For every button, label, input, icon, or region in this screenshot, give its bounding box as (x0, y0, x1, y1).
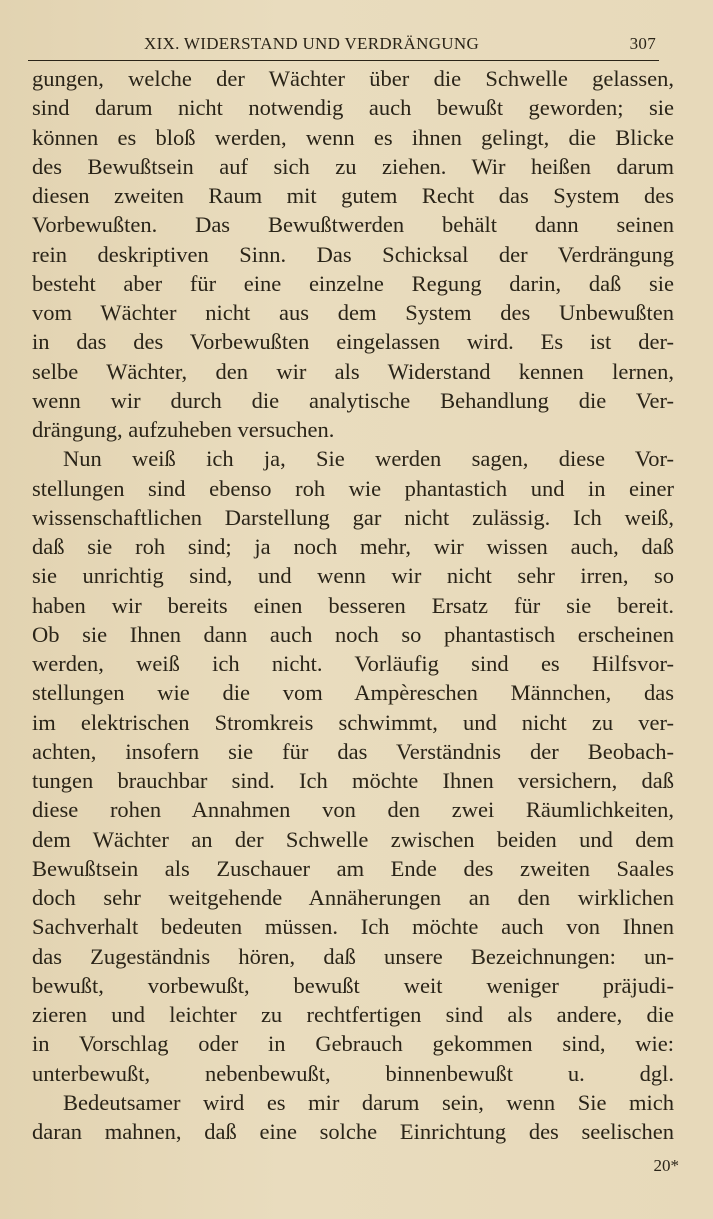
text-line: dem Wächter an der Schwelle zwischen beiden und dem (32, 826, 674, 852)
text-line: rein deskriptiven Sinn. Das Schicksal der Verdrängung (32, 241, 674, 267)
text-line: Bewußtsein als Zuschauer am Ende des zweiten Saales (32, 855, 674, 881)
text-line: daran mahnen, daß eine solche Einrichtung des seelischen (32, 1119, 674, 1144)
text-line: besteht aber für eine einzelne Regung darin, daß sie (32, 270, 674, 296)
signature-mark: 20* (653, 1156, 679, 1175)
text-line: werden, weiß ich nicht. Vorläufig sind es Hilfsvor- (32, 651, 674, 676)
text-line: gungen, welche der Wächter über die Schwelle gelassen, (32, 66, 674, 91)
text-line: stellungen sind ebenso roh wie phantastich und in einer (32, 475, 674, 501)
text-line: wenn wir durch die analytische Behandlung die Ver- (32, 387, 674, 413)
text-line: zieren und leichter zu rechtfertigen sind als andere, die (32, 1002, 674, 1027)
text-line: stellungen wie die vom Ampèreschen Männchen, das (32, 680, 674, 706)
text-line: im elektrischen Stromkreis schwimmt, und nicht zu ver- (32, 709, 674, 735)
text-line: das Zugeständnis hören, daß unsere Bezeichnungen: un- (32, 943, 674, 969)
paragraph-start-line: Bedeutsamer wird es mir darum sein, wenn Sie mich (63, 1089, 674, 1115)
text-line: in Vorschlag oder in Gebrauch gekommen sind, wie: (32, 1031, 674, 1057)
text-line: tungen brauchbar sind. Ich möchte Ihnen versichern, daß (32, 768, 674, 793)
text-line: drängung, aufzuheben versuchen. (32, 417, 335, 442)
text-line: selbe Wächter, den wir als Widerstand kennen lernen, (32, 358, 674, 384)
text-line: achten, insofern sie für das Verständnis der Beobach- (32, 738, 674, 764)
text-line: sie unrichtig sind, und wenn wir nicht sehr irren, so (32, 563, 674, 589)
text-line: diesen zweiten Raum mit gutem Recht das System des (32, 183, 674, 208)
text-line: sind darum nicht notwendig auch bewußt geworden; sie (32, 95, 674, 121)
text-line: können es bloß werden, wenn es ihnen gelingt, die Blicke (32, 124, 674, 150)
text-line: in das des Vorbewußten eingelassen wird. Es ist der- (32, 329, 674, 355)
running-header (28, 34, 658, 58)
header-rule (28, 60, 659, 61)
text-line: bewußt, vorbewußt, bewußt weit weniger präjudi- (32, 972, 674, 998)
chapter-title: XIX. WIDERSTAND UND VERDRÄNGUNG (144, 34, 480, 53)
text-line: doch sehr weitgehende Annäherungen an den wirklichen (32, 885, 674, 910)
text-line: vom Wächter nicht aus dem System des Unbewußten (32, 300, 674, 325)
text-line: diese rohen Annahmen von den zwei Räumlichkeiten, (32, 797, 674, 823)
text-line: Sachverhalt bedeuten müssen. Ich möchte auch von Ihnen (32, 914, 674, 940)
paragraph-start-line: Nun weiß ich ja, Sie werden sagen, diese Vor- (63, 446, 674, 472)
text-line: wissenschaftlichen Darstellung gar nicht zulässig. Ich weiß, (32, 504, 674, 530)
page-number: 307 (629, 34, 656, 53)
text-line: unterbewußt, nebenbewußt, binnenbewußt u. dgl. (32, 1060, 674, 1086)
text-line: haben wir bereits einen besseren Ersatz für sie bereit. (32, 592, 674, 618)
body-text (32, 64, 674, 1146)
text-line: Ob sie Ihnen dann auch noch so phantastisch erscheinen (32, 621, 674, 647)
text-line: daß sie roh sind; ja noch mehr, wir wissen auch, daß (32, 534, 674, 559)
text-line: des Bewußtsein auf sich zu ziehen. Wir heißen darum (32, 153, 674, 179)
text-line: Vorbewußten. Das Bewußtwerden behält dann seinen (32, 212, 674, 238)
